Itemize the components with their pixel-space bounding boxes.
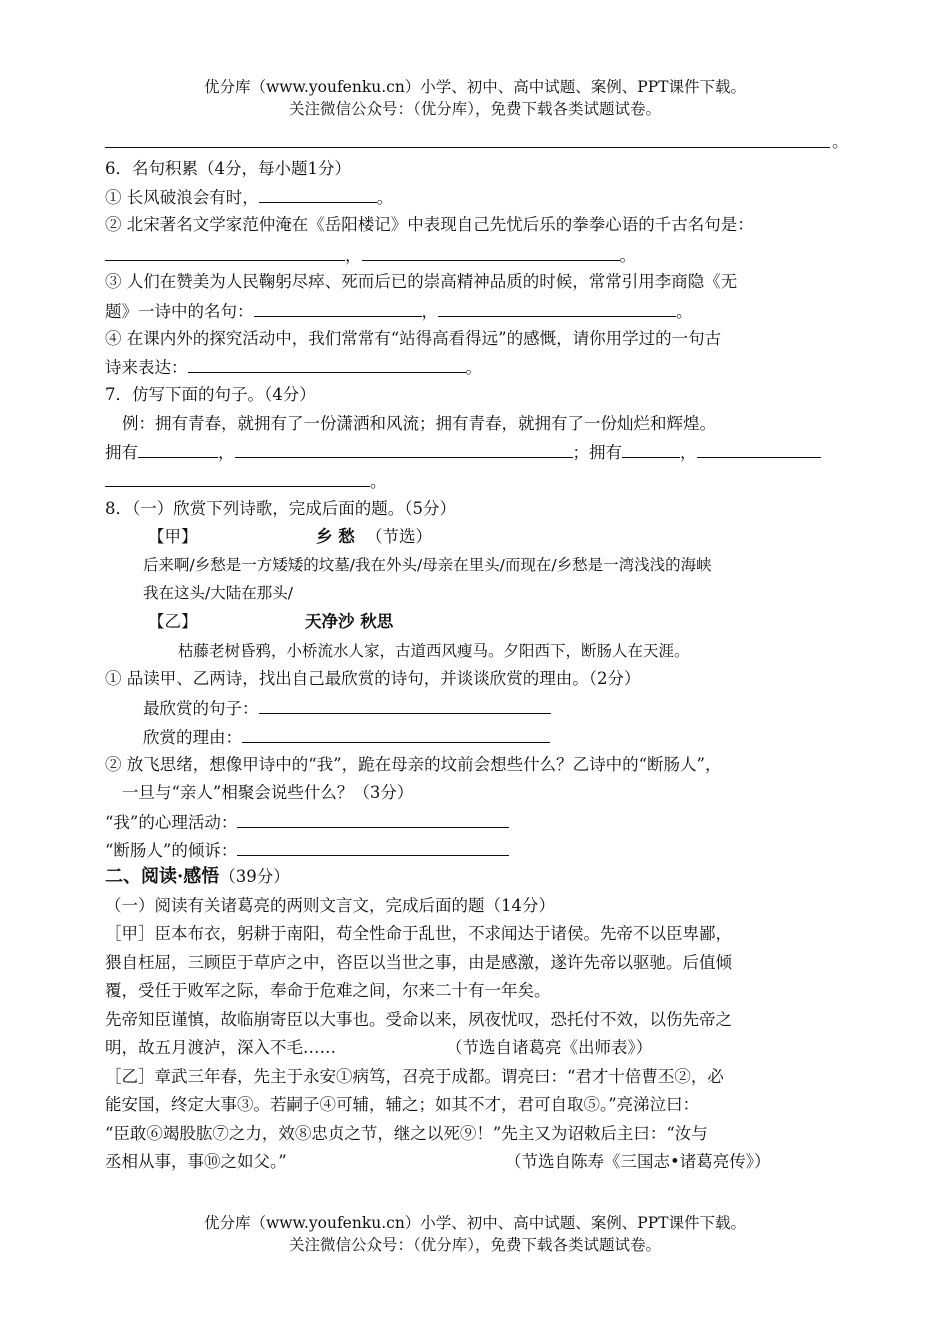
text-yi-source: （节选自陈寿《三国志•诸葛亮传》） [505, 1152, 771, 1171]
text-jia-source: （节选自诸葛亮《出师表》） [446, 1038, 653, 1057]
q7-blank-2[interactable] [235, 440, 573, 458]
text-yi-line-1: ［乙］章武三年春，先主于永安①病笃，召亮于成都。谓亮曰：“君才十倍曹丕②，必 [105, 1067, 724, 1086]
comma: ， [218, 443, 235, 462]
poem-jia-note: （节选） [366, 527, 432, 546]
poem-jia-heading [148, 525, 198, 549]
q7-title: 7．仿写下面的句子。（4分） [105, 385, 316, 404]
q7-answer-line-2 [105, 469, 387, 494]
q8-sub-2-line-1: ② 放飞思绪，想像甲诗中的“我”，跪在母亲的坟前会想些什么？乙诗中的“断肠人”， [105, 755, 722, 774]
top-line-period: 。 [832, 132, 849, 151]
q8-sub-1-b [143, 725, 550, 750]
q8-sub-1-b-label: 欣赏的理由： [143, 728, 242, 747]
q8-sub-1-a [143, 696, 551, 721]
q7-own-2: ；拥有 [572, 443, 622, 462]
q6-item-4-line-1: ④ 在课内外的探究活动中，我们常常有“站得高看得远”的感慨，请你用学过的一句古 [105, 329, 722, 348]
period: 。 [465, 358, 482, 377]
section-2-heading [105, 865, 290, 889]
text-yi-line-4: 丞相从事，事⑩之如父。” [105, 1152, 287, 1171]
q8-sub-2-a-label: “我”的心理活动： [105, 813, 238, 832]
poem-jia-title: 乡 愁 [316, 527, 355, 546]
footer-line-1: 优分库（www.youfenku.cn）小学、初中、高中试题、案例、PPT课件下载。 [203, 1214, 747, 1232]
q8-sub-2-b-label: “断肠人”的倾诉： [105, 841, 238, 860]
period: 。 [370, 472, 387, 491]
q6-item-1 [105, 185, 393, 210]
text-jia-line-2: 猥自枉屈，三顾臣于草庐之中，咨臣以当世之事，由是感激，遂许先帝以驱驰。后值倾 [105, 953, 732, 972]
header-line-2: 关注微信公众号：（优分库），免费下载各类试题试卷。 [288, 100, 661, 118]
q6-item-2-blank-1[interactable] [105, 243, 345, 261]
q8-title: 8．（一）欣赏下列诗歌，完成后面的题。（5分） [105, 499, 456, 518]
text-jia-line-4: 先帝知臣谨慎，故临崩寄臣以大事也。受命以来，夙夜忧叹，恐托付不效，以伤先帝之 [105, 1010, 732, 1029]
poem-yi-line: 枯藤老树昏鸦，小桥流水人家，古道西风瘦马。夕阳西下，断肠人在天涯。 [178, 642, 690, 660]
poem-yi-label: 【乙】 [148, 612, 198, 631]
q8-sub-2-b-blank[interactable] [237, 838, 509, 856]
q7-blank-1[interactable] [138, 440, 218, 458]
q6-item-4-line-2 [105, 355, 482, 380]
section-2-part-1-title: （一）阅读有关诸葛亮的两则文言文，完成后面的题（14分） [105, 896, 555, 915]
period: 。 [619, 246, 636, 265]
poem-jia-line-2: 我在这头/大陆在那头/ [143, 584, 293, 602]
section-2-score: （39分） [219, 867, 290, 886]
q8-sub-2-a [105, 810, 509, 835]
q6-item-1-prefix: ① 长风破浪会有时， [105, 188, 259, 207]
section-2-title: 二、阅读·感悟 [105, 866, 220, 887]
q6-item-4-blank[interactable] [188, 355, 466, 373]
q6-item-1-blank[interactable] [259, 185, 377, 203]
answer-blank-top[interactable] [105, 145, 830, 148]
poem-jia-line-1: 后来啊/乡愁是一方矮矮的坟墓/我在外头/母亲在里头/而现在/乡愁是一湾浅浅的海峡 [143, 556, 712, 574]
q7-answer-line-1 [105, 440, 821, 465]
comma: ， [345, 246, 362, 265]
q7-own-1: 拥有 [105, 443, 138, 462]
q6-item-3-blank-2[interactable] [438, 299, 676, 317]
q7-blank-5[interactable] [105, 469, 370, 487]
q6-item-2-blank-2[interactable] [362, 243, 620, 261]
q6-item-2-answer [105, 243, 636, 268]
q7-blank-3[interactable] [622, 440, 680, 458]
q6-item-3-prefix: 题》一诗中的名句： [105, 302, 254, 321]
q6-title: 6．名句积累（4分，每小题1分） [105, 159, 351, 178]
q6-item-2: ② 北宋著名文学家范仲淹在《岳阳楼记》中表现自己先忧后乐的拳拳心语的千古名句是： [105, 215, 754, 234]
q8-sub-1-a-label: 最欣赏的句子： [143, 699, 259, 718]
q6-item-4-prefix: 诗来表达： [105, 358, 188, 377]
text-jia-line-3: 覆，受任于败军之际，奉命于危难之间，尔来二十有一年矣。 [105, 981, 551, 1000]
q8-sub-1-a-blank[interactable] [259, 696, 551, 714]
text-jia-line-5: 明，故五月渡泸，深入不毛…… [105, 1038, 336, 1057]
q8-sub-1-b-blank[interactable] [242, 725, 550, 743]
q8-sub-2-b [105, 838, 509, 863]
footer-line-2: 关注微信公众号：（优分库），免费下载各类试题试卷。 [288, 1236, 661, 1254]
q7-example: 例：拥有青春，就拥有了一份潇洒和风流；拥有青春，就拥有了一份灿烂和辉煌。 [122, 414, 716, 433]
q6-item-3-blank-1[interactable] [254, 299, 422, 317]
text-yi-line-2: 能安国，终定大事③。若嗣子④可辅，辅之；如其不才，君可自取⑤。”亮涕泣曰： [105, 1095, 700, 1114]
q7-blank-4[interactable] [697, 440, 821, 458]
poem-jia-label: 【甲】 [148, 527, 198, 546]
q6-item-3-line-2 [105, 299, 693, 324]
q8-sub-2-line-2: 一旦与“亲人”相聚会说些什么？（3分） [122, 783, 414, 802]
comma: ， [421, 302, 438, 321]
text-jia-line-1: ［甲］臣本布衣，躬耕于南阳，苟全性命于乱世，不求闻达于诸侯。先帝不以臣卑鄙， [105, 924, 732, 943]
comma: ， [680, 443, 697, 462]
poem-yi-title: 天净沙 秋思 [305, 612, 394, 631]
q6-item-1-suffix: 。 [376, 188, 394, 207]
q6-item-3-line-1: ③ 人们在赞美为人民鞠躬尽瘁、死而后已的崇高精神品质的时候，常常引用李商隐《无 [105, 272, 738, 291]
q8-sub-2-a-blank[interactable] [237, 810, 509, 828]
text-yi-line-3: “臣敢⑥竭股肱⑦之力，效⑧忠贞之节，继之以死⑨！”先主又为诏敕后主曰：“汝与 [105, 1124, 708, 1143]
period: 。 [676, 302, 693, 321]
header-line-1: 优分库（www.youfenku.cn）小学、初中、高中试题、案例、PPT课件下载。 [203, 78, 747, 96]
q8-sub-1: ① 品读甲、乙两诗，找出自己最欣赏的诗句，并谈谈欣赏的理由。（2分） [105, 669, 641, 688]
